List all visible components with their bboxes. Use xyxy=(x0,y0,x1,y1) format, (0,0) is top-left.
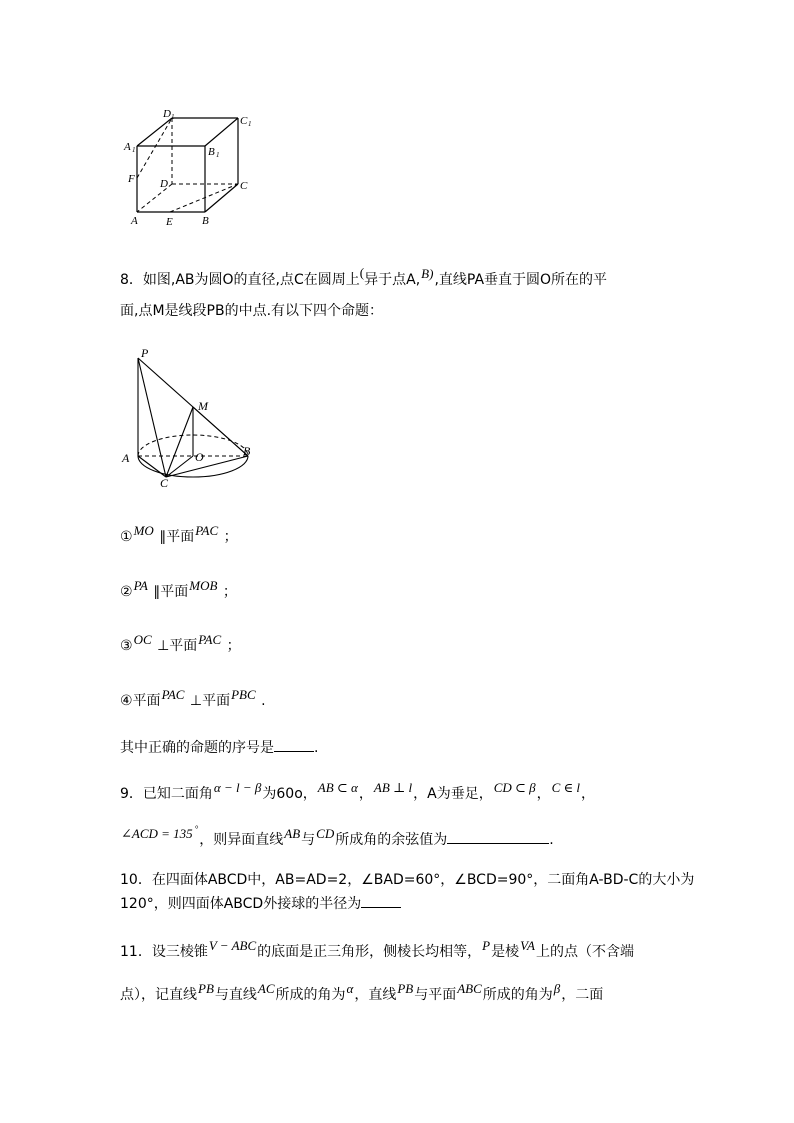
q8-text-b: 异于点A, xyxy=(364,272,421,288)
answer-blank[interactable] xyxy=(447,829,549,844)
q8-answer-line: 其中正确的命题的序号是 . xyxy=(120,737,318,758)
label-b2: B xyxy=(243,444,251,458)
q10-line-1: 10．在四面体ABCD中，AB=AD=2，∠BAD=60°，∠BCD=90°，二面角A-BD-C的大小为 xyxy=(120,872,695,888)
label-a1-sub: 1 xyxy=(132,146,136,154)
label-c2: C xyxy=(160,476,169,490)
label-b1-sub: 1 xyxy=(216,151,220,159)
q10-line-2: 120°，则四面体ABCD外接球的半径为 xyxy=(120,893,401,914)
label-d: D xyxy=(160,178,168,190)
label-a1: A xyxy=(124,141,131,153)
circle-figure xyxy=(120,342,265,492)
label-a2: A xyxy=(122,451,130,465)
label-d1-sub: 1 xyxy=(171,113,175,121)
answer-blank[interactable] xyxy=(361,893,401,908)
label-d1: D xyxy=(163,108,171,120)
label-f: F xyxy=(128,173,135,185)
label-c1: C xyxy=(240,115,248,127)
q9-line-2: ∠ACD = 135 °，则异面直线AB与CD所成角的余弦值为 . xyxy=(121,824,554,848)
label-b: B xyxy=(202,215,209,227)
q9-line-1: 9．已知二面角α − l − β为60o，AB ⊂ α，AB ⊥ l，A为垂足，CD ⊂ β，C ∈ l， xyxy=(120,780,596,802)
label-p: P xyxy=(141,346,149,360)
proposition-1: ①MO ∥平面PAC ； xyxy=(120,523,238,545)
q8-line-1 xyxy=(120,265,608,290)
label-e: E xyxy=(166,216,173,228)
q8-line-2: 面,点M是线段PB的中点.有以下四个命题： xyxy=(120,303,384,319)
label-o: O xyxy=(195,450,204,464)
q11-line-1: 11．设三棱锥V − ABC的底面是正三角形，侧棱长均相等，P是棱VA上的点（不含端 xyxy=(120,938,634,960)
label-c: C xyxy=(240,180,248,192)
proposition-4: ④平面PAC ⊥平面PBC . xyxy=(120,687,266,709)
label-m: M xyxy=(198,399,208,413)
q8-math-b: B) xyxy=(421,266,434,281)
q11-line-2: 点），记直线PB与直线AC所成的角为α，直线PB与平面ABC所成的角为β，二面 xyxy=(120,981,604,1003)
label-c1-sub: 1 xyxy=(248,120,252,128)
q8-paren: ( xyxy=(359,265,365,280)
q8-text-c: ,直线PA垂直于圆O所在的平 xyxy=(434,272,608,288)
label-a: A xyxy=(131,215,138,227)
label-b1: B xyxy=(208,146,215,158)
q8-text-a: 8．如图,AB为圆O的直径,点C在圆周上 xyxy=(120,272,360,288)
answer-blank[interactable] xyxy=(274,737,314,752)
proposition-2: ②PA ∥平面MOB ； xyxy=(120,578,237,600)
cube-figure xyxy=(120,105,260,230)
proposition-3: ③OC ⊥平面PAC ； xyxy=(120,632,241,654)
